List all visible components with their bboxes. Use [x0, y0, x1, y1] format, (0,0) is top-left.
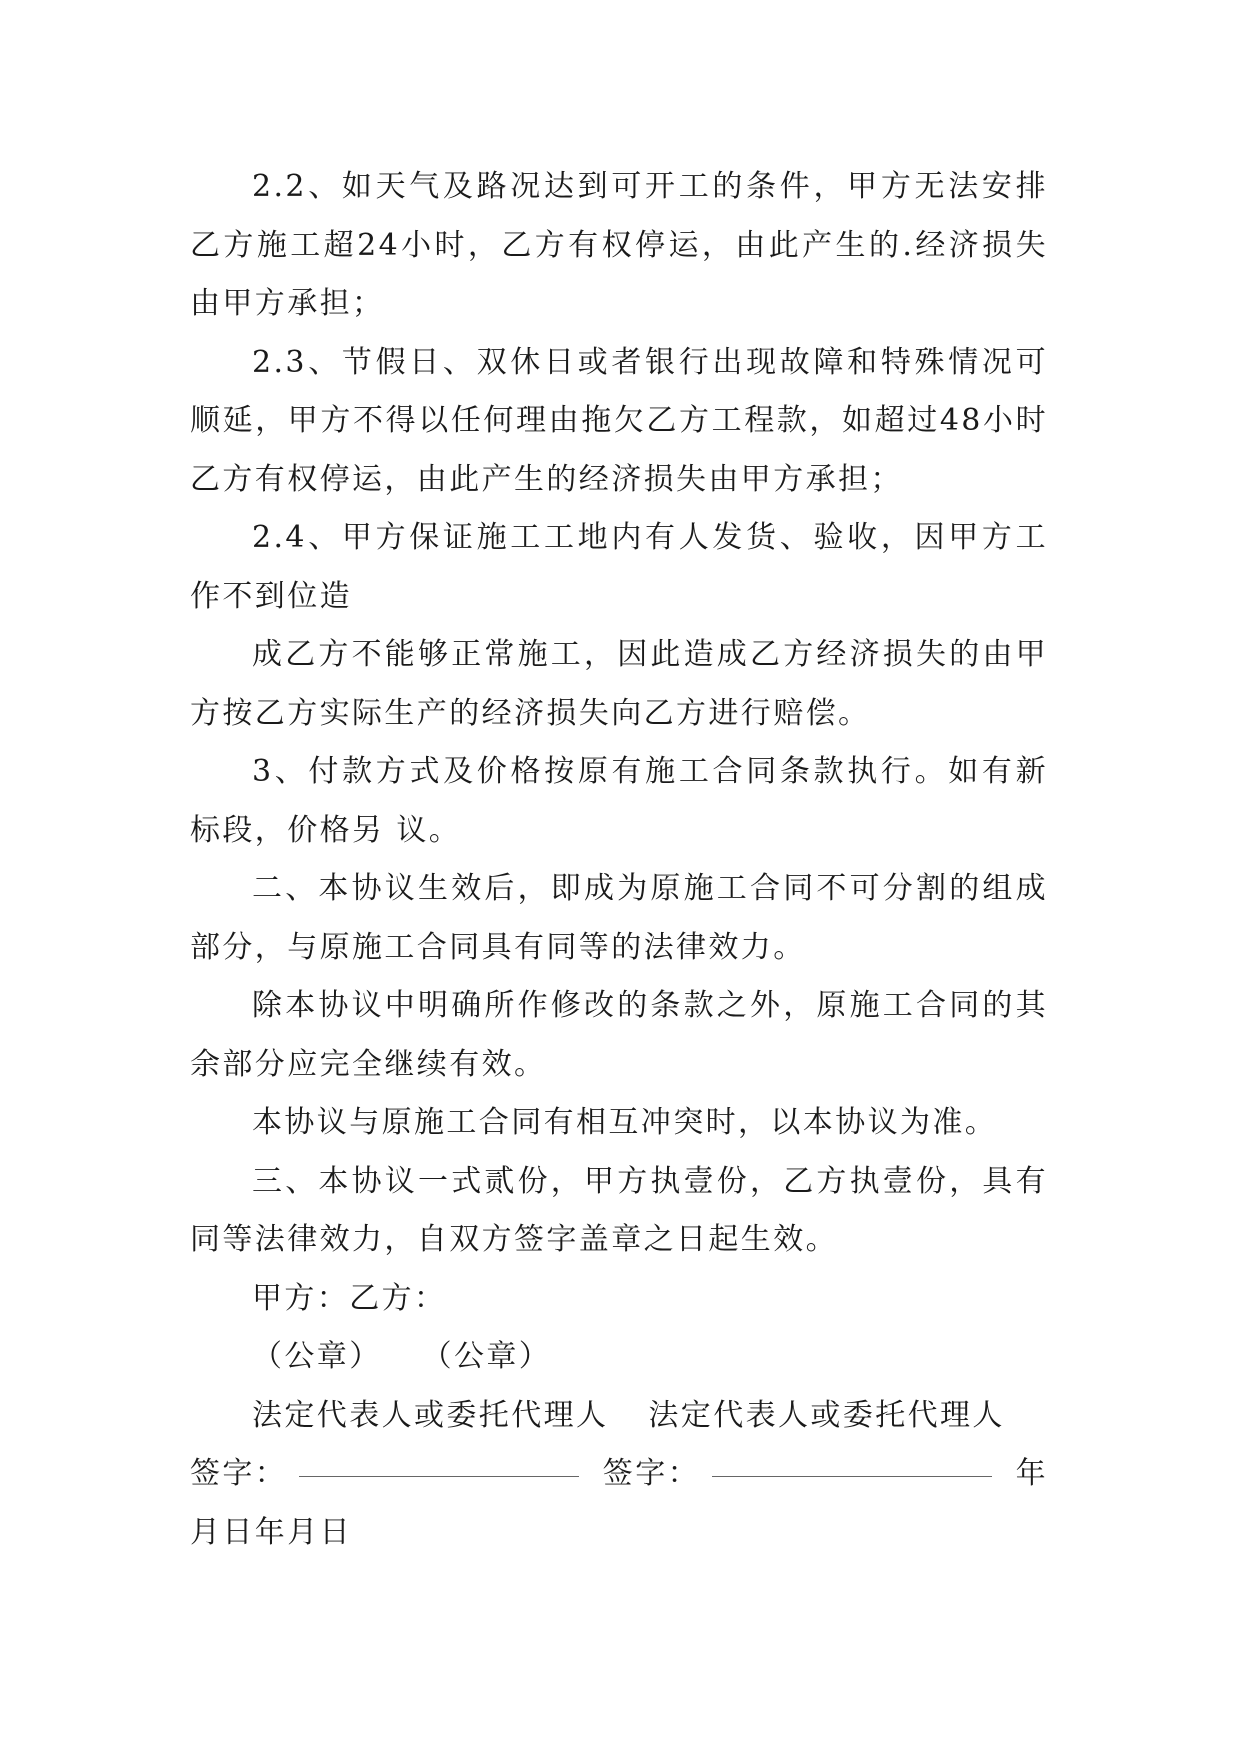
section-2-conflict-rule: 本协议与原施工合同有相互冲突时，以本协议为准。	[252, 1105, 998, 1140]
clause-2-4-continued: 成乙方不能够正常施工，因此造成乙方经济损失的由甲方按乙方实际生产的经济损失向乙方进行赔偿。	[190, 637, 1048, 731]
clause-2-3: 2.3、节假日、双休日或者银行出现故障和特殊情况可顺延，甲方不得以任何理由拖欠乙方工程款，如超过48小时乙方有权停运，由此产生的经济损失由甲方承担；	[190, 344, 1048, 497]
clause-2-2: 2.2、如天气及路况达到可开工的条件，甲方无法安排乙方施工超24小时，乙方有权停运，由此产生的.经济损失由甲方承担；	[190, 169, 1048, 321]
sign-left-label: 签字：	[190, 1456, 288, 1491]
year-label: 年	[1015, 1456, 1048, 1491]
seal-left-label: （公章）	[252, 1339, 382, 1374]
section-2-remaining-validity: 除本协议中明确所作修改的条款之外，原施工合同的其余部分应完全继续有效。	[190, 988, 1048, 1082]
section-3-copies: 三、本协议一式贰份，甲方执壹份，乙方执壹份，具有同等法律效力，自双方签字盖章之日起生效。	[190, 1163, 1048, 1257]
section-2-effect: 二、本协议生效后，即成为原施工合同不可分割的组成部分，与原施工合同具有同等的法律效力。	[190, 871, 1048, 965]
seal-right-label: （公章）	[421, 1339, 552, 1374]
rep-left-label: 法定代表人或委托代理人	[252, 1397, 609, 1433]
signature-parties: 甲方：乙方：	[252, 1280, 447, 1316]
signature-seals	[190, 1328, 1048, 1387]
sign-left-blank[interactable]	[299, 1476, 579, 1477]
date-line: 月日年月日	[190, 1514, 352, 1550]
document-body	[190, 158, 1048, 1562]
sign-right	[603, 1445, 1002, 1504]
signature-representatives	[190, 1387, 1048, 1446]
clause-3-payment: 3、付款方式及价格按原有施工合同条款执行。如有新标段，价格另 议。	[190, 754, 1048, 848]
rep-right-label: 法定代表人或委托代理人	[648, 1397, 1005, 1433]
sign-left	[190, 1445, 589, 1504]
signature-line-row	[190, 1445, 1048, 1504]
sign-right-label: 签字：	[602, 1456, 700, 1491]
clause-2-4: 2.4、甲方保证施工工地内有人发货、验收，因甲方工作不到位造	[190, 520, 1048, 614]
sign-right-blank[interactable]	[712, 1476, 992, 1477]
